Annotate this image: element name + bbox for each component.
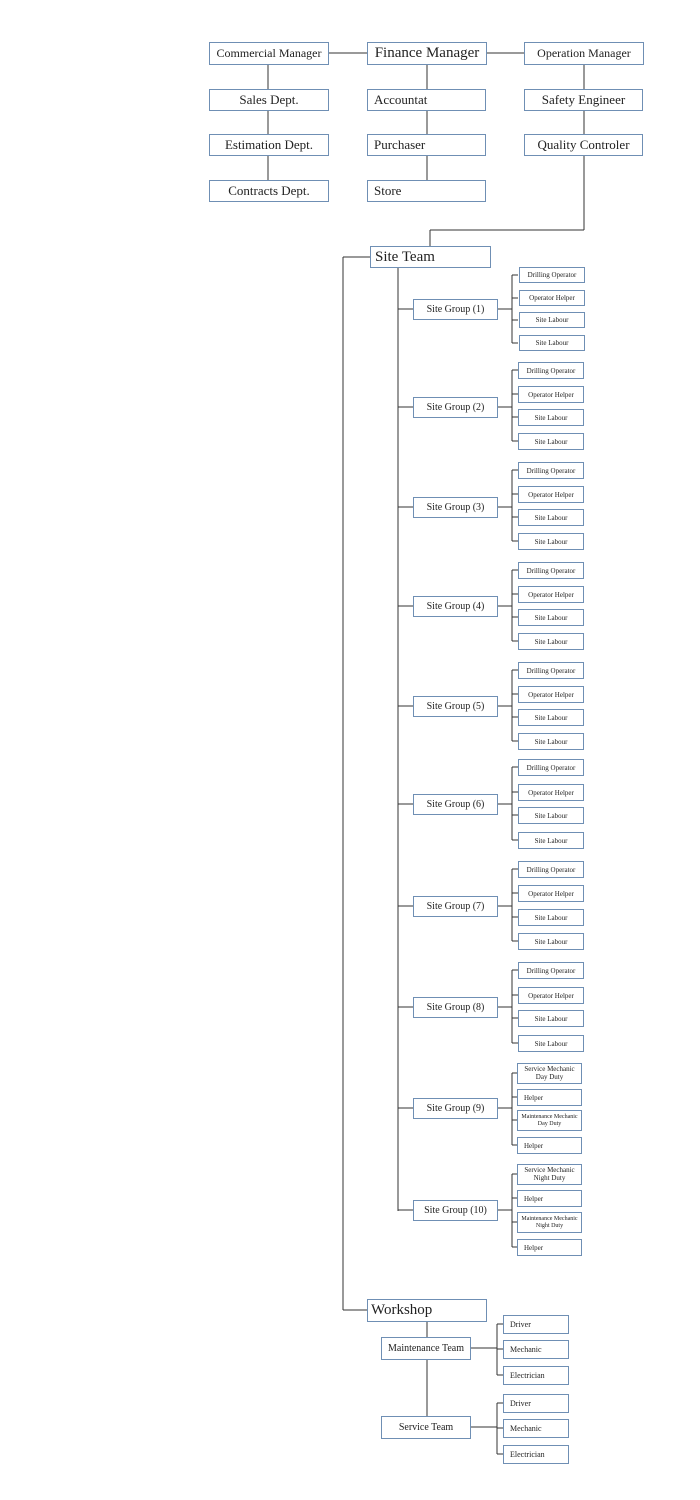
maintenance-team-label: Maintenance Team <box>387 1343 465 1354</box>
site-group-box <box>413 397 498 418</box>
member-box <box>518 633 584 650</box>
member-box <box>518 709 584 726</box>
member-box <box>503 1445 569 1464</box>
member-label: Drilling Operator <box>527 271 577 279</box>
member-label: Service Mechanic Day Duty <box>524 1065 575 1081</box>
site-group-label: Site Group (4) <box>426 601 485 612</box>
member-label: Site Labour <box>534 713 568 722</box>
workshop-box <box>367 1299 487 1322</box>
site-group-box <box>413 696 498 717</box>
member-label: Mechanic <box>510 1424 542 1433</box>
site-group-box <box>413 1200 498 1221</box>
member-label: Helper <box>524 1194 544 1203</box>
member-label: Operator Helper <box>528 889 574 898</box>
workshop-label: Workshop <box>371 1302 433 1318</box>
member-label: Site Labour <box>535 316 569 324</box>
site-group-box <box>413 497 498 518</box>
finance-manager-label: Finance Manager <box>374 45 480 61</box>
member-label: Operator Helper <box>528 590 574 599</box>
member-box <box>517 1110 582 1131</box>
commercial-manager-label: Commercial Manager <box>216 46 322 60</box>
contracts-dept-label: Contracts Dept. <box>228 183 310 198</box>
store-box <box>367 180 486 202</box>
member-box <box>517 1164 582 1185</box>
member-label: Driver <box>510 1399 531 1408</box>
member-box <box>518 462 584 479</box>
operation-manager-box <box>524 42 644 65</box>
site-group-box <box>413 299 498 320</box>
member-box <box>518 533 584 550</box>
member-box <box>518 486 584 503</box>
member-box <box>518 586 584 603</box>
commercial-manager-box <box>209 42 329 65</box>
member-label: Site Labour <box>534 737 568 746</box>
member-label: Operator Helper <box>528 490 574 499</box>
member-box <box>517 1137 582 1154</box>
accountant-label: Accountat <box>374 92 428 107</box>
member-box <box>518 759 584 776</box>
site-group-label: Site Group (2) <box>426 402 485 413</box>
member-label: Site Labour <box>534 937 568 946</box>
member-box <box>518 1035 584 1052</box>
member-label: Driver <box>510 1320 531 1329</box>
member-label: Site Labour <box>534 613 568 622</box>
member-label: Electrician <box>510 1450 545 1459</box>
quality-controler-label: Quality Controler <box>537 137 630 152</box>
maintenance-team-box <box>381 1337 471 1360</box>
member-box <box>518 807 584 824</box>
member-label: Helper <box>524 1141 544 1150</box>
member-box <box>517 1239 582 1256</box>
site-group-label: Site Group (3) <box>426 502 485 513</box>
site-group-label: Site Group (8) <box>426 1002 485 1013</box>
member-label: Helper <box>524 1093 544 1102</box>
member-label: Helper <box>524 1243 544 1252</box>
member-label: Operator Helper <box>528 390 574 399</box>
member-box <box>518 987 584 1004</box>
member-label: Maintenance Mechanic Night Duty <box>521 1216 578 1229</box>
member-label: Operator Helper <box>529 294 575 302</box>
service-team-box <box>381 1416 471 1439</box>
site-team-box <box>370 246 491 268</box>
member-box <box>517 1190 582 1207</box>
contracts-dept-box <box>209 180 329 202</box>
store-label: Store <box>374 183 402 198</box>
member-box <box>518 784 584 801</box>
member-label: Site Labour <box>534 811 568 820</box>
member-box <box>519 312 585 328</box>
site-team-label: Site Team <box>375 248 435 265</box>
site-group-box <box>413 896 498 917</box>
member-box <box>519 290 585 306</box>
site-group-label: Site Group (7) <box>426 901 485 912</box>
member-label: Maintenance Mechanic Day Duty <box>521 1114 578 1127</box>
member-box <box>518 686 584 703</box>
member-box <box>518 386 584 403</box>
member-label: Drilling Operator <box>526 865 576 874</box>
member-box <box>519 335 585 351</box>
member-box <box>518 509 584 526</box>
member-box <box>503 1340 569 1359</box>
site-group-box <box>413 596 498 617</box>
site-group-label: Site Group (10) <box>424 1205 487 1216</box>
member-box <box>518 861 584 878</box>
member-box <box>518 362 584 379</box>
member-label: Mechanic <box>510 1345 542 1354</box>
member-box <box>518 962 584 979</box>
member-box <box>518 662 584 679</box>
member-label: Electrician <box>510 1371 545 1380</box>
member-box <box>517 1063 582 1084</box>
site-group-box <box>413 1098 498 1119</box>
member-box <box>503 1315 569 1334</box>
site-group-label: Site Group (5) <box>426 701 485 712</box>
member-label: Drilling Operator <box>526 966 576 975</box>
member-label: Operator Helper <box>528 690 574 699</box>
member-label: Site Labour <box>534 1039 568 1048</box>
member-box <box>518 1010 584 1027</box>
member-label: Site Labour <box>534 537 568 546</box>
member-label: Site Labour <box>534 637 568 646</box>
estimation-dept-box <box>209 134 329 156</box>
member-label: Service Mechanic Night Duty <box>524 1166 575 1182</box>
member-box <box>518 832 584 849</box>
member-label: Site Labour <box>534 1014 568 1023</box>
site-group-box <box>413 997 498 1018</box>
safety-engineer-label: Safety Engineer <box>541 92 626 107</box>
member-box <box>503 1366 569 1385</box>
member-label: Operator Helper <box>528 991 574 1000</box>
member-box <box>518 909 584 926</box>
member-label: Drilling Operator <box>526 566 576 575</box>
member-box <box>518 933 584 950</box>
estimation-dept-label: Estimation Dept. <box>224 137 314 152</box>
member-label: Site Labour <box>534 836 568 845</box>
purchaser-box <box>367 134 486 156</box>
member-box <box>518 885 584 902</box>
member-label: Site Labour <box>534 513 568 522</box>
member-box <box>503 1419 569 1438</box>
member-box <box>518 609 584 626</box>
accountant-box <box>367 89 486 111</box>
member-box <box>517 1212 582 1233</box>
site-group-label: Site Group (6) <box>426 799 485 810</box>
member-label: Drilling Operator <box>526 466 576 475</box>
sales-dept-box <box>209 89 329 111</box>
member-box <box>517 1089 582 1106</box>
site-group-box <box>413 794 498 815</box>
sales-dept-label: Sales Dept. <box>239 92 299 107</box>
member-box <box>503 1394 569 1413</box>
member-box <box>518 409 584 426</box>
member-label: Site Labour <box>534 913 568 922</box>
member-box <box>519 267 585 283</box>
safety-engineer-box <box>524 89 643 111</box>
service-team-label: Service Team <box>398 1422 454 1433</box>
member-label: Drilling Operator <box>526 666 576 675</box>
member-label: Drilling Operator <box>526 366 576 375</box>
member-box <box>518 433 584 450</box>
member-label: Site Labour <box>534 413 568 422</box>
member-box <box>518 562 584 579</box>
operation-manager-label: Operation Manager <box>537 46 631 60</box>
member-label: Site Labour <box>535 339 569 347</box>
site-group-label: Site Group (1) <box>426 304 485 315</box>
purchaser-label: Purchaser <box>374 137 426 152</box>
quality-controler-box <box>524 134 643 156</box>
member-label: Operator Helper <box>528 788 574 797</box>
member-label: Drilling Operator <box>526 763 576 772</box>
member-box <box>518 733 584 750</box>
member-label: Site Labour <box>534 437 568 446</box>
finance-manager-box <box>367 42 487 65</box>
site-group-label: Site Group (9) <box>426 1103 485 1114</box>
